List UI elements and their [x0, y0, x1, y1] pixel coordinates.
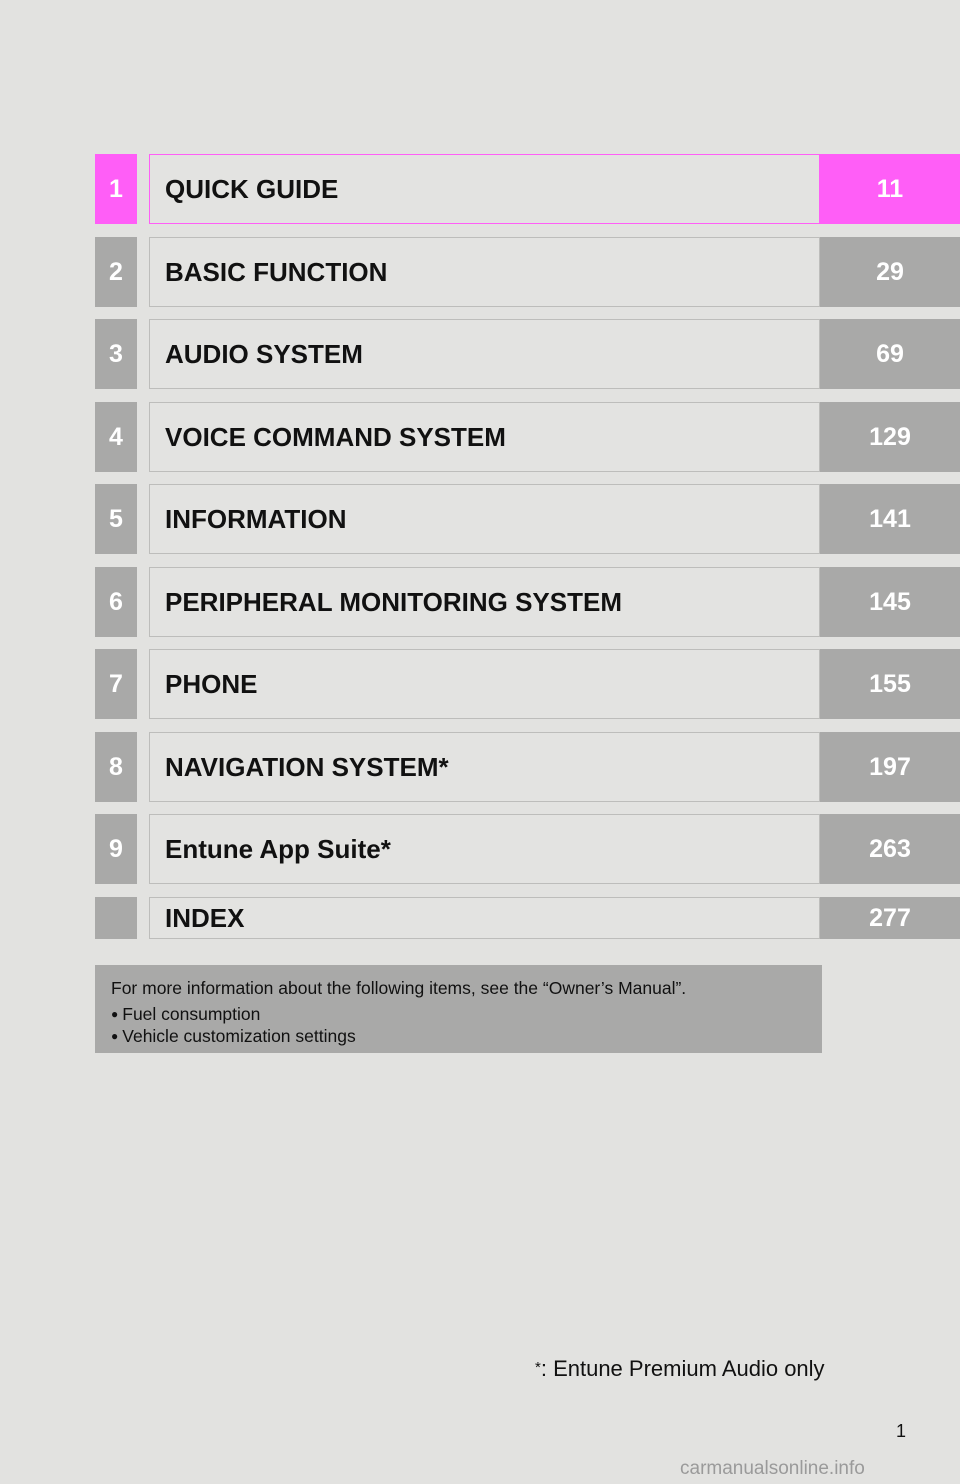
toc-item-quick-guide[interactable] — [0, 154, 960, 224]
footnote-star: * — [535, 1359, 541, 1376]
note-bullet — [111, 1025, 806, 1047]
toc-item-navigation-system[interactable] — [0, 732, 960, 802]
chapter-title[interactable]: NAVIGATION SYSTEM* — [149, 732, 820, 802]
chapter-number: 3 — [95, 319, 137, 389]
toc-item-voice-command-system[interactable] — [0, 402, 960, 472]
bullet-dot-icon: ● — [111, 1007, 119, 1021]
chapter-number-blank — [95, 897, 137, 939]
chapter-title[interactable]: INDEX — [149, 897, 820, 939]
footnote — [535, 1356, 825, 1382]
toc-item-peripheral-monitoring-system[interactable] — [0, 567, 960, 637]
chapter-page[interactable]: 145 — [820, 567, 960, 637]
toc-item-phone[interactable] — [0, 649, 960, 719]
toc-item-information[interactable] — [0, 484, 960, 554]
chapter-title[interactable]: VOICE COMMAND SYSTEM — [149, 402, 820, 472]
toc-item-index[interactable] — [0, 897, 960, 939]
chapter-page[interactable]: 155 — [820, 649, 960, 719]
chapter-title[interactable]: PHONE — [149, 649, 820, 719]
bullet-dot-icon: ● — [111, 1029, 119, 1043]
chapter-page[interactable]: 141 — [820, 484, 960, 554]
chapter-page[interactable]: 129 — [820, 402, 960, 472]
chapter-title[interactable]: INFORMATION — [149, 484, 820, 554]
chapter-title[interactable]: BASIC FUNCTION — [149, 237, 820, 307]
chapter-page[interactable]: 29 — [820, 237, 960, 307]
chapter-page[interactable]: 197 — [820, 732, 960, 802]
toc-item-audio-system[interactable] — [0, 319, 960, 389]
chapter-number: 4 — [95, 402, 137, 472]
chapter-number: 1 — [95, 154, 137, 224]
chapter-title[interactable]: AUDIO SYSTEM — [149, 319, 820, 389]
note-bullet — [111, 1003, 806, 1025]
chapter-page[interactable]: 11 — [820, 154, 960, 224]
chapter-number: 9 — [95, 814, 137, 884]
chapter-number: 8 — [95, 732, 137, 802]
note-bullet-text: Fuel consumption — [122, 1004, 261, 1024]
chapter-page[interactable]: 69 — [820, 319, 960, 389]
watermark: carmanualsonline.info — [680, 1458, 865, 1479]
chapter-number: 5 — [95, 484, 137, 554]
chapter-number: 6 — [95, 567, 137, 637]
chapter-page[interactable]: 263 — [820, 814, 960, 884]
toc-item-basic-function[interactable] — [0, 237, 960, 307]
page-number: 1 — [896, 1421, 907, 1441]
chapter-title[interactable]: Entune App Suite* — [149, 814, 820, 884]
note-bullet-text: Vehicle customization settings — [122, 1026, 356, 1046]
chapter-number: 7 — [95, 649, 137, 719]
footnote-text: : Entune Premium Audio only — [540, 1356, 825, 1381]
chapter-page[interactable]: 277 — [820, 897, 960, 939]
chapter-title[interactable]: PERIPHERAL MONITORING SYSTEM — [149, 567, 820, 637]
chapter-title[interactable]: QUICK GUIDE — [149, 154, 820, 224]
toc-item-entune-app-suite[interactable] — [0, 814, 960, 884]
note-intro: For more information about the following items, see the “Owner’s Manual”. — [111, 978, 687, 998]
chapter-number: 2 — [95, 237, 137, 307]
info-note-box — [95, 965, 822, 1053]
